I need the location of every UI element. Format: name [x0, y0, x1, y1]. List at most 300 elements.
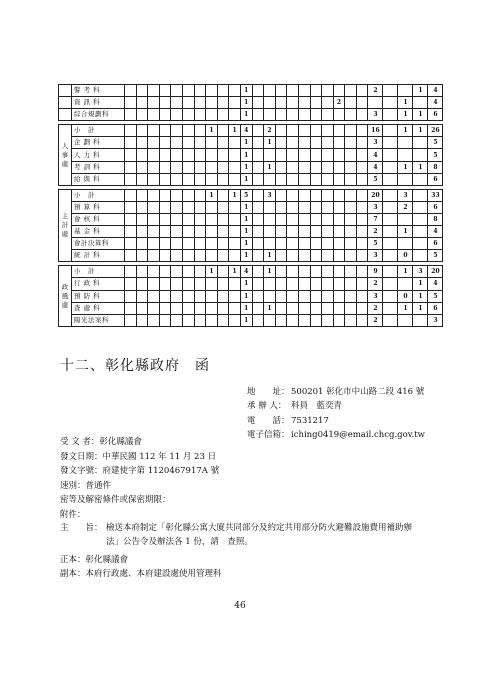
table-cell [413, 201, 428, 213]
table-cell [194, 278, 206, 290]
table-cell [275, 137, 287, 149]
table-cell [252, 161, 264, 173]
table-cell [310, 189, 322, 201]
table-cell [229, 238, 241, 250]
table-cell: 20 [428, 266, 443, 278]
table-cell [275, 173, 287, 185]
table-cell [159, 125, 171, 137]
unit-name: 小 計 [72, 266, 125, 278]
table-cell [148, 149, 160, 161]
table-cell [194, 161, 206, 173]
table-cell: 4 [428, 226, 443, 238]
unit-name: 行 政 科 [72, 278, 125, 290]
table-cell [383, 109, 398, 121]
table-cell [310, 290, 322, 302]
table-cell [383, 302, 398, 314]
table-cell [383, 290, 398, 302]
table-cell: 5 [428, 250, 443, 262]
unit-name: 給 與 科 [72, 173, 125, 185]
table-cell [345, 109, 357, 121]
table-cell [206, 85, 218, 97]
table-cell [136, 149, 148, 161]
table-cell [125, 213, 137, 225]
table-cell: 5 [368, 238, 383, 250]
table-cell [310, 213, 322, 225]
table-cell [182, 161, 194, 173]
table-cell [229, 226, 241, 238]
table-cell [275, 314, 287, 326]
table-cell [287, 226, 299, 238]
table-row [59, 137, 443, 149]
table-cell [159, 213, 171, 225]
table-cell [322, 161, 334, 173]
table-cell [206, 314, 218, 326]
table-cell [171, 109, 183, 121]
table-cell [206, 97, 218, 109]
table-cell [264, 109, 276, 121]
table-cell [148, 109, 160, 121]
table-cell [298, 238, 310, 250]
table-cell [287, 266, 299, 278]
table-cell [287, 201, 299, 213]
table-cell [413, 149, 428, 161]
table-cell [148, 278, 160, 290]
table-cell [252, 302, 264, 314]
table-cell [298, 290, 310, 302]
table-cell [383, 250, 398, 262]
table-cell: 3 [428, 314, 443, 326]
table-cell [398, 238, 413, 250]
table-cell: 3 [413, 266, 428, 278]
table-cell [125, 314, 137, 326]
table-cell [125, 278, 137, 290]
table-cell [356, 213, 368, 225]
unit-name: 預 防 科 [72, 290, 125, 302]
table-cell [413, 189, 428, 201]
table-cell [298, 137, 310, 149]
table-cell [194, 238, 206, 250]
table-cell: 0 [398, 250, 413, 262]
table-cell [252, 137, 264, 149]
table-cell [356, 314, 368, 326]
table-cell [383, 161, 398, 173]
table-cell [217, 109, 229, 121]
table-cell [383, 226, 398, 238]
table-cell [310, 250, 322, 262]
table-row [59, 173, 443, 185]
table-cell [148, 201, 160, 213]
table-cell [287, 149, 299, 161]
table-cell [182, 250, 194, 262]
table-cell [136, 189, 148, 201]
table-cell [194, 201, 206, 213]
table-cell [182, 189, 194, 201]
table-cell [287, 290, 299, 302]
table-cell [148, 290, 160, 302]
table-cell [217, 189, 229, 201]
table-cell [287, 85, 299, 97]
table-cell [136, 266, 148, 278]
table-cell [194, 109, 206, 121]
table-cell [275, 85, 287, 97]
table-cell [310, 137, 322, 149]
table-cell [136, 137, 148, 149]
table-cell [413, 97, 428, 109]
table-cell [345, 302, 357, 314]
table-cell [322, 314, 334, 326]
table-cell [413, 238, 428, 250]
table-row [59, 213, 443, 225]
table-cell [264, 201, 276, 213]
table-cell [136, 125, 148, 137]
table-cell [356, 278, 368, 290]
table-cell: 2 [264, 125, 276, 137]
table-cell [182, 149, 194, 161]
subject-label: 主 旨： [60, 523, 103, 533]
table-cell: 3 [368, 109, 383, 121]
table-cell [356, 97, 368, 109]
table-cell [275, 266, 287, 278]
table-cell [287, 314, 299, 326]
table-cell [287, 189, 299, 201]
table-cell [125, 149, 137, 161]
table-cell: 1 [398, 266, 413, 278]
table-cell [322, 238, 334, 250]
table-cell: 5 [428, 137, 443, 149]
table-row [59, 266, 443, 278]
table-cell [383, 85, 398, 97]
table-cell [287, 97, 299, 109]
table-cell: 5 [368, 173, 383, 185]
table-cell: 3 [368, 201, 383, 213]
table-cell [159, 149, 171, 161]
table-cell: 1 [240, 149, 252, 161]
table-cell: 6 [428, 302, 443, 314]
table-cell [171, 161, 183, 173]
table-cell [148, 266, 160, 278]
table-cell: 1 [240, 290, 252, 302]
table-cell [383, 137, 398, 149]
table-cell [206, 137, 218, 149]
table-cell: 4 [240, 125, 252, 137]
page-number: 46 [234, 601, 246, 611]
table-cell [333, 109, 345, 121]
table-cell [310, 85, 322, 97]
original-recipient: 正本：彰化縣議會 [60, 555, 129, 565]
table-cell [182, 213, 194, 225]
table-cell [171, 226, 183, 238]
table-cell [229, 161, 241, 173]
table-cell [136, 173, 148, 185]
table-cell [310, 149, 322, 161]
table-cell [148, 314, 160, 326]
table-cell [159, 238, 171, 250]
table-row [59, 201, 443, 213]
table-cell [356, 290, 368, 302]
group-label [59, 85, 72, 97]
confidentiality: 密等及解密條件或保密期限： [60, 495, 171, 505]
table-cell: 1 [206, 125, 218, 137]
table-cell [345, 226, 357, 238]
table-cell [171, 201, 183, 213]
table-cell: 1 [398, 161, 413, 173]
table-row [59, 125, 443, 137]
table-cell [171, 97, 183, 109]
table-cell [229, 290, 241, 302]
table-cell: 6 [428, 238, 443, 250]
table-cell [206, 302, 218, 314]
table-cell [322, 173, 334, 185]
unit-name: 查 處 科 [72, 302, 125, 314]
table-cell: 1 [264, 161, 276, 173]
table-cell [194, 85, 206, 97]
table-cell [217, 302, 229, 314]
table-cell [322, 266, 334, 278]
table-cell [171, 85, 183, 97]
table-cell [310, 226, 322, 238]
table-cell [345, 250, 357, 262]
table-row [59, 302, 443, 314]
table-cell [310, 314, 322, 326]
table-cell [310, 278, 322, 290]
table-cell: 3 [264, 189, 276, 201]
table-cell [159, 302, 171, 314]
table-cell: 1 [264, 266, 276, 278]
table-cell [125, 250, 137, 262]
table-cell [264, 278, 276, 290]
table-cell [333, 173, 345, 185]
table-cell [148, 250, 160, 262]
table-cell [136, 226, 148, 238]
table-cell [252, 266, 264, 278]
table-cell [194, 137, 206, 149]
table-cell [356, 266, 368, 278]
table-cell [413, 213, 428, 225]
table-cell: 9 [368, 266, 383, 278]
table-cell: 6 [428, 109, 443, 121]
table-cell [229, 278, 241, 290]
table-cell [159, 109, 171, 121]
table-cell [345, 125, 357, 137]
table-cell [229, 250, 241, 262]
table-cell [148, 226, 160, 238]
table-cell [383, 173, 398, 185]
table-cell [413, 137, 428, 149]
table-cell: 1 [229, 266, 241, 278]
table-cell [171, 149, 183, 161]
unit-name: 企 劃 科 [72, 137, 125, 149]
table-cell: 1 [398, 97, 413, 109]
table-cell: 1 [240, 97, 252, 109]
table-cell: 3 [368, 137, 383, 149]
table-cell [298, 278, 310, 290]
table-cell [171, 238, 183, 250]
table-cell [275, 213, 287, 225]
table-cell: 1 [398, 226, 413, 238]
table-cell [217, 213, 229, 225]
table-row [59, 314, 443, 326]
table-row [59, 189, 443, 201]
table-cell [275, 161, 287, 173]
table-cell [383, 266, 398, 278]
table-cell: 1 [413, 161, 428, 173]
table-cell [275, 250, 287, 262]
table-cell: 2 [368, 85, 383, 97]
table-cell [398, 149, 413, 161]
table-cell [264, 213, 276, 225]
table-cell [182, 226, 194, 238]
table-cell [398, 278, 413, 290]
table-cell [287, 109, 299, 121]
subject-text: 檢送本府制定「彰化縣公寓大廈共同部分及約定共用部分防火避難設施費用補助辦法」公告令及辦法各 1 份，請 查照。 [106, 523, 413, 547]
table-cell: 2 [398, 201, 413, 213]
table-cell [182, 314, 194, 326]
table-cell [310, 201, 322, 213]
table-cell [287, 302, 299, 314]
table-cell [322, 290, 334, 302]
table-cell: 1 [240, 250, 252, 262]
table-cell [298, 213, 310, 225]
table-cell [398, 314, 413, 326]
table-cell [264, 97, 276, 109]
table-cell [413, 314, 428, 326]
recipient-line: 受 文 者：彰化縣議會 [60, 437, 142, 447]
table-cell: 4 [428, 85, 443, 97]
table-cell: 26 [428, 125, 443, 137]
table-cell [333, 314, 345, 326]
table-cell [322, 149, 334, 161]
table-cell: 1 [413, 109, 428, 121]
table-cell [148, 85, 160, 97]
urgency: 速別：普通件 [60, 480, 112, 491]
issue-date: 發文日期：中華民國 112 年 11 月 23 日 [60, 451, 217, 462]
table-cell [217, 137, 229, 149]
table-cell [171, 266, 183, 278]
table-cell [136, 302, 148, 314]
table-cell [194, 189, 206, 201]
table-cell [148, 213, 160, 225]
table-cell [333, 201, 345, 213]
table-cell [252, 213, 264, 225]
unit-name: 警 考 科 [72, 85, 125, 97]
table-row [59, 278, 443, 290]
table-cell [125, 290, 137, 302]
table-cell: 1 [264, 250, 276, 262]
table-cell [252, 97, 264, 109]
table-cell: 1 [398, 302, 413, 314]
table-cell [217, 173, 229, 185]
table-cell [125, 189, 137, 201]
table-cell [252, 173, 264, 185]
table-cell [171, 314, 183, 326]
table-cell [194, 314, 206, 326]
table-cell [217, 97, 229, 109]
unit-name: 小 計 [72, 125, 125, 137]
table-cell [125, 85, 137, 97]
sender-contact-person: 承 辦 人： 科員 藍奕青 [247, 401, 343, 412]
table-row [59, 226, 443, 238]
table-cell [398, 137, 413, 149]
table-cell [287, 250, 299, 262]
table-cell [182, 302, 194, 314]
table-cell [333, 137, 345, 149]
table-cell [206, 173, 218, 185]
table-cell: 8 [428, 161, 443, 173]
table-cell [356, 109, 368, 121]
table-cell [287, 137, 299, 149]
table-cell [206, 109, 218, 121]
table-cell: 6 [428, 201, 443, 213]
table-cell [345, 97, 357, 109]
table-cell [310, 302, 322, 314]
table-cell: 1 [398, 125, 413, 137]
table-cell: 1 [264, 302, 276, 314]
sender-info [247, 385, 425, 442]
table-cell: 1 [240, 302, 252, 314]
table-row [59, 149, 443, 161]
table-cell [182, 137, 194, 149]
table-cell [298, 85, 310, 97]
table-cell: 3 [398, 189, 413, 201]
distribution [60, 553, 222, 581]
table-cell [322, 189, 334, 201]
table-cell [356, 189, 368, 201]
table-cell [194, 125, 206, 137]
table-cell [298, 173, 310, 185]
table-cell [159, 290, 171, 302]
table-cell [345, 149, 357, 161]
table-cell [229, 149, 241, 161]
table-cell [275, 302, 287, 314]
table-cell [252, 149, 264, 161]
table-cell [136, 161, 148, 173]
table-cell: 0 [398, 290, 413, 302]
table-cell [182, 278, 194, 290]
table-cell [333, 125, 345, 137]
table-cell [159, 173, 171, 185]
table-cell: 4 [428, 97, 443, 109]
table-cell [194, 290, 206, 302]
table-cell: 1 [264, 137, 276, 149]
table-cell [322, 125, 334, 137]
table-cell [159, 266, 171, 278]
table-cell [217, 149, 229, 161]
table-cell [229, 213, 241, 225]
table-cell [322, 97, 334, 109]
table-cell [413, 226, 428, 238]
table-cell [275, 149, 287, 161]
table-cell [345, 290, 357, 302]
table-cell [171, 173, 183, 185]
table-cell [159, 189, 171, 201]
table-cell [159, 97, 171, 109]
table-cell [252, 238, 264, 250]
group-label: 人 事 處 [59, 125, 72, 185]
table-cell: 1 [240, 278, 252, 290]
table-cell [136, 109, 148, 121]
unit-name: 小 計 [72, 189, 125, 201]
table-cell [182, 173, 194, 185]
document-number: 發文字號：府建使字第 1120467917A 號 [60, 466, 220, 476]
table-cell [252, 278, 264, 290]
table-cell [206, 250, 218, 262]
table-cell: 33 [428, 189, 443, 201]
table-cell [287, 125, 299, 137]
table-cell [217, 201, 229, 213]
table-cell [322, 302, 334, 314]
table-cell [229, 201, 241, 213]
table-cell [194, 213, 206, 225]
